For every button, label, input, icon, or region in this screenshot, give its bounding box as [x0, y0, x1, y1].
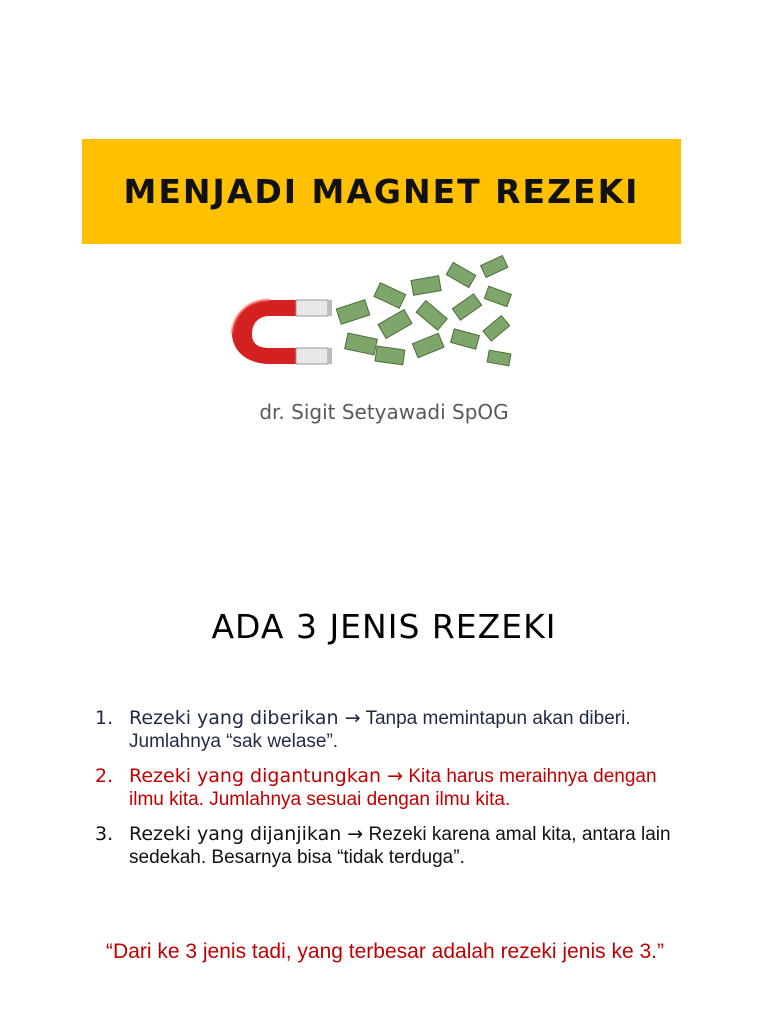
- title-banner: [82, 139, 681, 244]
- slide-heading: ADA 3 JENIS REZEKI: [211, 607, 557, 646]
- list-item-lead: Rezeki yang diberikan →: [129, 707, 361, 729]
- magnet-money-illustration: [226, 252, 516, 382]
- list-item-text: Tanpa memintapun akan diberi. Jumlahnya “sak welase”.: [129, 708, 631, 752]
- list-item-lead: Rezeki yang digantungkan →: [129, 765, 404, 787]
- list-number: 1.: [95, 707, 114, 729]
- slide-content: [0, 512, 768, 1024]
- magnet-icon: [232, 300, 332, 364]
- list-item-text: Kita harus meraihnya dengan ilmu kita. Jumlahnya sesuai dengan ilmu kita.: [129, 766, 657, 810]
- money-bill-icon: [336, 255, 511, 365]
- list-item-text: Rezeki karena amal kita, antara lain sedekah. Besarnya bisa “tidak terduga”.: [129, 824, 671, 868]
- list-item: [95, 823, 695, 869]
- author-name: dr. Sigit Setyawadi SpOG: [259, 400, 509, 424]
- rezeki-list: [95, 707, 695, 881]
- closing-quote: “Dari ke 3 jenis tadi, yang terbesar adalah rezeki jenis ke 3.”: [106, 940, 664, 963]
- list-number: 2.: [95, 765, 114, 787]
- list-item: [95, 765, 695, 811]
- slide-title-text: MENJADI MAGNET REZEKI: [123, 172, 640, 211]
- list-item: [95, 707, 695, 753]
- list-item-lead: Rezeki yang dijanjikan →: [129, 823, 364, 845]
- list-number: 3.: [95, 823, 114, 845]
